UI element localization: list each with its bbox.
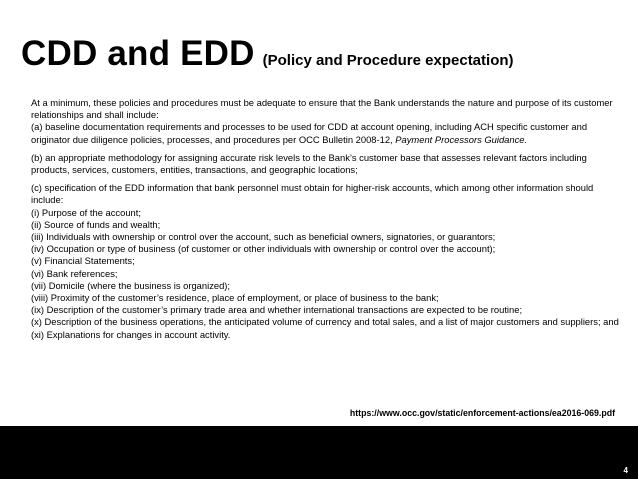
slide-subtitle: (Policy and Procedure expectation) xyxy=(262,52,514,69)
subitem: (xi) Explanations for changes in account activity. xyxy=(31,328,231,340)
slide-body xyxy=(31,97,621,341)
item-a xyxy=(31,121,621,145)
item-b: (b) an appropriate methodology for assigning accurate risk levels to the Bank’s customer base that assesses relevant factors including products, services, customers, entities, transactions, and geographic locations; xyxy=(31,151,587,176)
item-a-italic: Payment Processors Guidance. xyxy=(395,133,528,145)
item-c: (c) specification of the EDD information that bank personnel must obtain for higher-risk accounts, which among other information should include: xyxy=(31,182,594,206)
subitem: (i) Purpose of the account; xyxy=(31,206,141,218)
slide-title: CDD and EDD xyxy=(21,34,255,73)
subitem: (v) Financial Statements; xyxy=(31,255,135,267)
subitem: (vii) Domicile (where the business is organized); xyxy=(31,279,231,291)
subitem: (x) Description of the business operations, the anticipated volume of currency and total sales, and a list of major customers and suppliers; and xyxy=(31,316,619,328)
item-a-text: (a) baseline documentation requirements and processes to be used for CDD at account opening, including ACH specific customer and originator due diligence policies, processes, and procedures per OCC Bulletin 2008-12, xyxy=(31,121,588,145)
subitem: (vi) Bank references; xyxy=(31,267,118,279)
title-row xyxy=(21,34,514,74)
subitem: (viii) Proximity of the customer’s residence, place of employment, or place of business to the bank; xyxy=(31,292,439,304)
footer-bar xyxy=(0,426,638,479)
subitem: (iii) Individuals with ownership or control over the account, such as beneficial owners, signatories, or guarantors; xyxy=(31,231,496,243)
intro-paragraph: At a minimum, these policies and procedures must be adequate to ensure that the Bank understands the nature and purpose of its customer relationships and shall include: xyxy=(31,97,613,121)
subitem: (ix) Description of the customer’s primary trade area and whether international transactions are expected to be routine; xyxy=(31,304,523,316)
subitem: (ii) Source of funds and wealth; xyxy=(31,218,161,230)
source-link[interactable]: https://www.occ.gov/static/enforcement-actions/ea2016-069.pdf xyxy=(349,408,615,418)
page-number: 4 xyxy=(623,466,628,475)
subitem: (iv) Occupation or type of business (of customer or other individuals with ownership or control over the account); xyxy=(31,243,496,255)
